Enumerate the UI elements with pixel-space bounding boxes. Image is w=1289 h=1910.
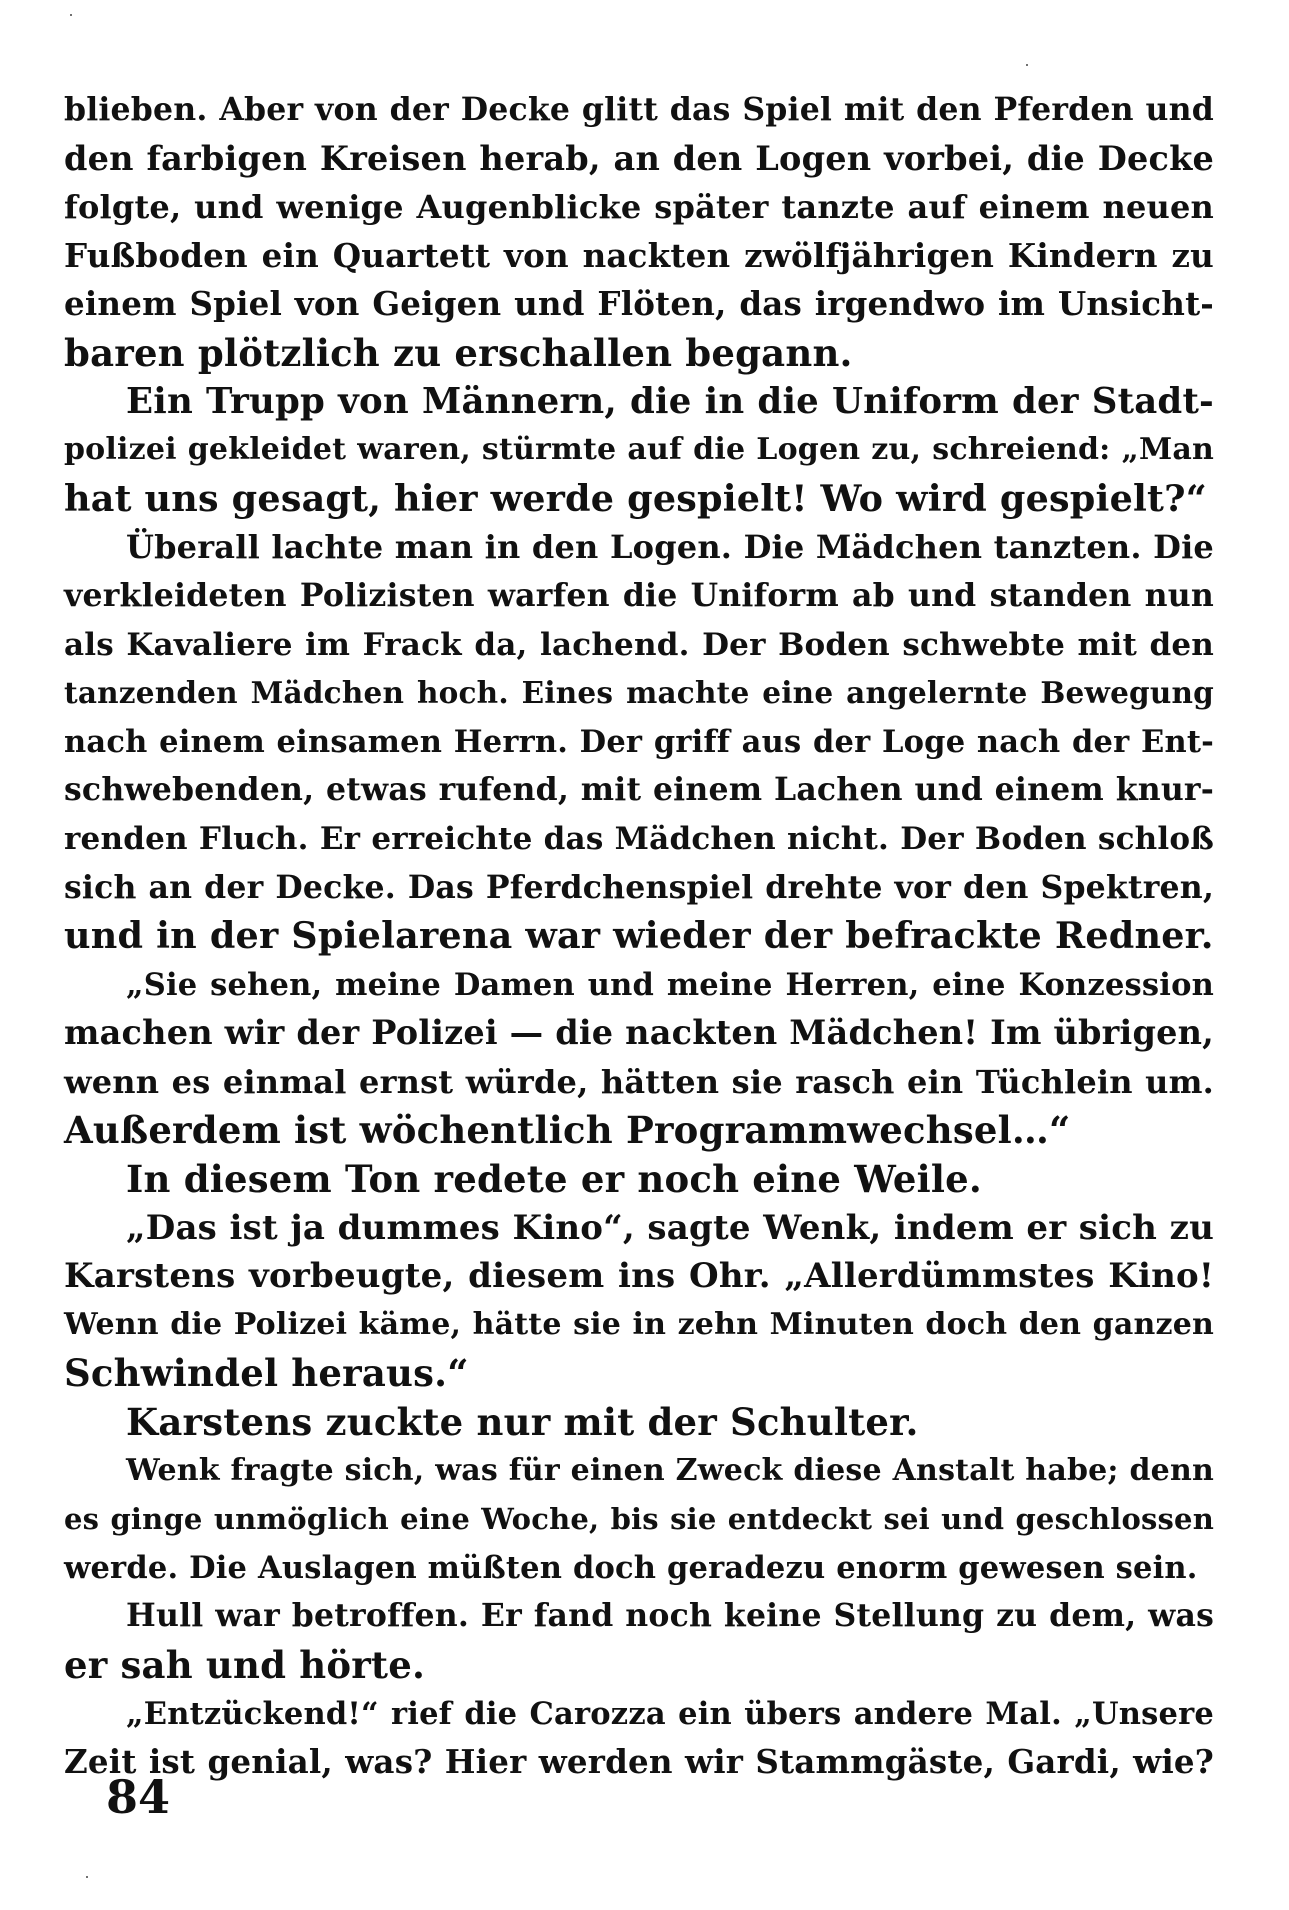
text-line: nach einem einsamen Herrn. Der griff aus der Loge nach der Ent- (64, 723, 1214, 760)
text-line: sich an der Decke. Das Pferdchenspiel drehte vor den Spektren, (64, 868, 1214, 906)
text-line: Ein Trupp von Männern, die in die Uniform der Stadt- (126, 380, 1214, 422)
text-line: wenn es einmal ernst würde, hätten sie rasch ein Tüchlein um. (64, 1062, 1214, 1101)
text-line: Schwindel heraus.“ (64, 1351, 469, 1396)
page-number: 84 (106, 1770, 171, 1824)
text-line: Wenk fragte sich, was für einen Zweck diese Anstalt habe; denn (126, 1452, 1214, 1488)
body-text (64, 86, 1214, 1787)
text-line: den farbigen Kreisen herab, an den Logen vorbei, die Decke (64, 138, 1214, 178)
text-line: Außerdem ist wöchentlich Programmwechsel…“ (64, 1108, 1071, 1153)
scan-speck (1026, 64, 1028, 66)
text-line: Fußboden ein Quartett von nackten zwölfjährigen Kindern zu (64, 235, 1214, 275)
text-line: er sah und hörte. (64, 1643, 426, 1687)
text-line: Karstens vorbeugte, diesem ins Ohr. „Allerdümmstes Kino! (64, 1256, 1214, 1297)
text-line: Zeit ist genial, was? Hier werden wir Stammgäste, Gardi, wie? (64, 1742, 1214, 1782)
text-line: und in der Spielarena war wieder der befrackte Redner. (64, 914, 1214, 958)
text-line: Wenn die Polizei käme, hätte sie in zehn Minuten doch den ganzen (64, 1306, 1214, 1342)
text-line: blieben. Aber von der Decke glitt das Spiel mit den Pferden und (64, 91, 1214, 128)
text-line: tanzenden Mädchen hoch. Eines machte eine angelernte Bewegung (64, 675, 1214, 711)
text-line: verkleideten Polizisten warfen die Uniform ab und standen nun (64, 576, 1214, 614)
text-line: schwebenden, etwas rufend, mit einem Lachen und einem knur- (64, 771, 1214, 809)
text-line: folgte, und wenige Augenblicke später tanzte auf einem neuen (64, 188, 1214, 227)
text-line: Überall lachte man in den Logen. Die Mädchen tanzten. Die (126, 528, 1214, 567)
text-line: einem Spiel von Geigen und Flöten, das irgendwo im Unsicht- (64, 284, 1214, 324)
text-line: Karstens zuckte nur mit der Schulter. (126, 1400, 919, 1445)
text-line: baren plötzlich zu erschallen begann. (64, 330, 853, 375)
text-line: renden Fluch. Er erreichte das Mädchen nicht. Der Boden schloß (64, 820, 1214, 857)
text-line: hat uns gesagt, hier werde gespielt! Wo wird gespielt?“ (64, 476, 1207, 520)
text-line: „Sie sehen, meine Damen und meine Herren, eine Konzession (126, 966, 1214, 1003)
text-line: „Entzückend!“ rief die Carozza ein übers andere Mal. „Unsere (126, 1695, 1214, 1732)
scan-speck (70, 14, 72, 16)
scan-speck (86, 1876, 88, 1878)
text-line: machen wir der Polizei — die nackten Mädchen! Im übrigen, (64, 1013, 1214, 1053)
text-line: „Das ist ja dummes Kino“, sagte Wenk, indem er sich zu (126, 1207, 1214, 1248)
text-line: als Kavaliere im Frack da, lachend. Der Boden schwebte mit den (64, 626, 1214, 663)
text-line: polizei gekleidet waren, stürmte auf die Logen zu, schreiend: „Man (64, 432, 1214, 468)
text-line: werde. Die Auslagen müßten doch geradezu enorm gewesen sein. (64, 1549, 1198, 1586)
text-line: In diesem Ton redete er noch eine Weile. (126, 1157, 983, 1202)
text-line: es ginge unmöglich eine Woche, bis sie entdeckt sei und geschlossen (64, 1502, 1214, 1537)
text-line: Hull war betroffen. Er fand noch keine Stellung zu dem, was (126, 1597, 1214, 1635)
